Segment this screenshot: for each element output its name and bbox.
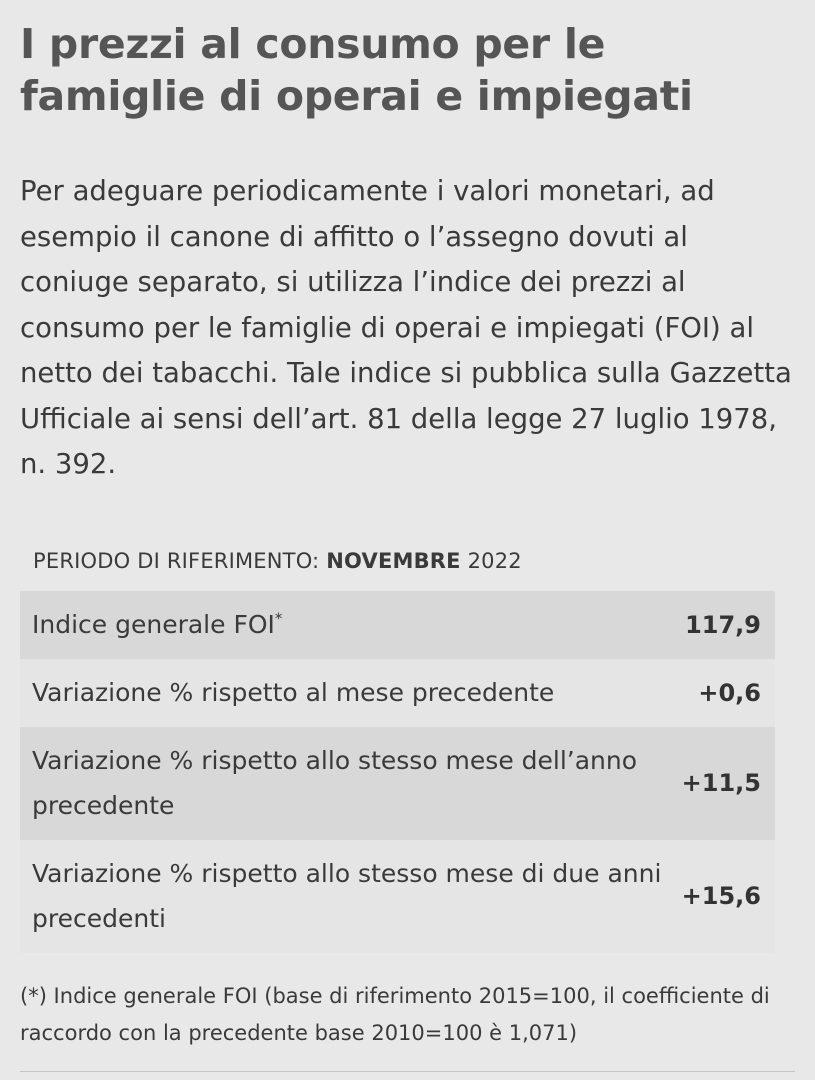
row-label: Variazione % rispetto allo stesso mese di due anni precedenti bbox=[32, 859, 662, 933]
row-value: +11,5 bbox=[681, 769, 761, 797]
footnote: (*) Indice generale FOI (base di riferimento 2015=100, il coefficiente di raccordo con la precedente base 2010=100 è 1,071) bbox=[20, 983, 770, 1045]
row-value: +0,6 bbox=[698, 678, 761, 707]
divider bbox=[20, 1071, 795, 1072]
page-title: I prezzi al consumo per le famiglie di operai e impiegati bbox=[20, 20, 693, 120]
reference-period bbox=[33, 546, 795, 576]
row-value: 117,9 bbox=[685, 610, 761, 639]
foi-table bbox=[20, 591, 775, 953]
row-label bbox=[32, 602, 282, 647]
period-label: PERIODO DI RIFERIMENTO: bbox=[33, 548, 320, 573]
table-row bbox=[20, 591, 775, 659]
intro-paragraph: Per adeguare periodicamente i valori monetari, ad esempio il canone di affitto o l’assegno dovuti al coniuge separato, si utilizza l’indice dei prezzi al consumo per le famiglie di operai e impiegati (FOI) al netto dei tabacchi. Tale indice si pubblica sulla Gazzetta Ufficiale ai sensi dell’art. 81 della legge 27 luglio 1978, n. 392. bbox=[20, 175, 792, 480]
row-label: Variazione % rispetto allo stesso mese dell’anno precedente bbox=[32, 746, 638, 820]
row-label-text: Indice generale FOI bbox=[32, 610, 275, 639]
footnote-marker: * bbox=[274, 609, 283, 628]
table-row bbox=[20, 840, 775, 953]
period-month: NOVEMBRE bbox=[326, 548, 461, 573]
table-row bbox=[20, 727, 775, 840]
period-year: 2022 bbox=[467, 548, 522, 573]
row-value: +15,6 bbox=[681, 882, 761, 910]
row-label: Variazione % rispetto al mese precedente bbox=[32, 678, 555, 707]
table-row bbox=[20, 659, 775, 727]
